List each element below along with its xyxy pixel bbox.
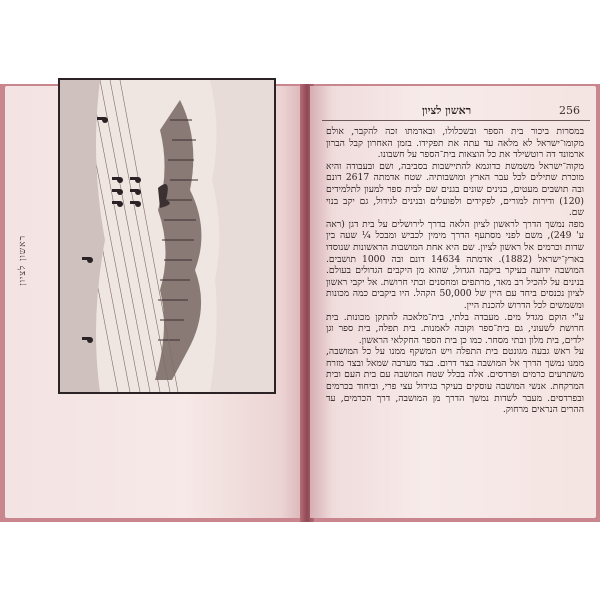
page-number: 256 xyxy=(559,104,580,117)
engraving-illustration xyxy=(58,78,276,394)
paragraph: מפה נמשך הדרך לראשון לציון הלאה בדרך לירושלים על בית דגן (ראה ע' 249), משם לפני מסתעף הדרך מימין לכביש ומבכל ¼ שעה בין שדות וכרמים אל ראשון לציון. שם היא אחת המושבות הראשונות שנוסדו בארץ־ישראל (1882). אדמתה 14634 דונם ובה 1000 תושבים. המושבה ידועה בעיקר ביקבה הגדול, שהוא מן היקבים הגדולים בעולם. בנינים על להכיל רב מאד, מרתפים ומחסנים ובתי חרושת. אל יקבי ראשון לציון נכנסים ביחד עם היין של 50,000 הקהל. היו ביקבים כמה מכונות ומשמשים לכל הדרוש להכנת היין. xyxy=(326,218,584,311)
page-header xyxy=(322,104,590,121)
paragraph: על ראש גבעה מגונטם בית התפלה ויש המשקף ממנו על כל המושבה, ממנו נמשך הדרך אל המושבה בצד דרום. בצד מערבה שמאל ובצד מזרח משתרעים כרמים ופרדסים. אלה בכלל שטח המושבה עם בית העם ובית המרקחת. אנשי המושבה עוסקים בעיקר בגידול עצי פרי, וביחוד בכרמים ובפרדסים. מעבר לשדות נמשך הדרך מן המושבה, דרך הכרמים, עד ההרים הנראים מרחוק. xyxy=(326,346,584,416)
paragraph: מקוה־ישראל משמשת כדוגמא להתיישבות בסביבה, ושם ובעבודה והיא מוכרת שתילים לכל עבר הארץ ומושבותיה. שטח אדמתה 2617 דונם ובה תושבים מעטים, בנינים שונים בגנים שם לבית ספר למעון לתלמידים (120) ודירות למורים, לפקידים ולפועלים ובנינים לגידול, גם יקב בנוי שם. xyxy=(326,160,584,219)
paragraph: ע"י הוקם מגדל מים. מעבדה בלתי, בית־מלאכה להתקן מכונות. בית חרושת לשעוני, גם בית־ספר וקובה לאמנות. בית תפלה, בית ספר וגן ילדים, בית מלון ובתי מסחר. כמו כן בית הספר החקלאי הראשון. xyxy=(326,311,584,346)
paragraph: במסרות ביכור בית הספר ובשכלולו, ובאדמתו זכה להקבר, אולם מקומו־ישראל לא מלאה עד עתה את תפקידו. בזמן האחרון קבל הברון ארמונד דה רוטשילד את כל הוצאות בית־הספר על חשבונו. xyxy=(326,126,584,161)
plate-caption: ראשון לציון xyxy=(18,235,28,286)
running-title: ראשון לציון xyxy=(422,104,472,117)
body-text xyxy=(326,126,584,416)
